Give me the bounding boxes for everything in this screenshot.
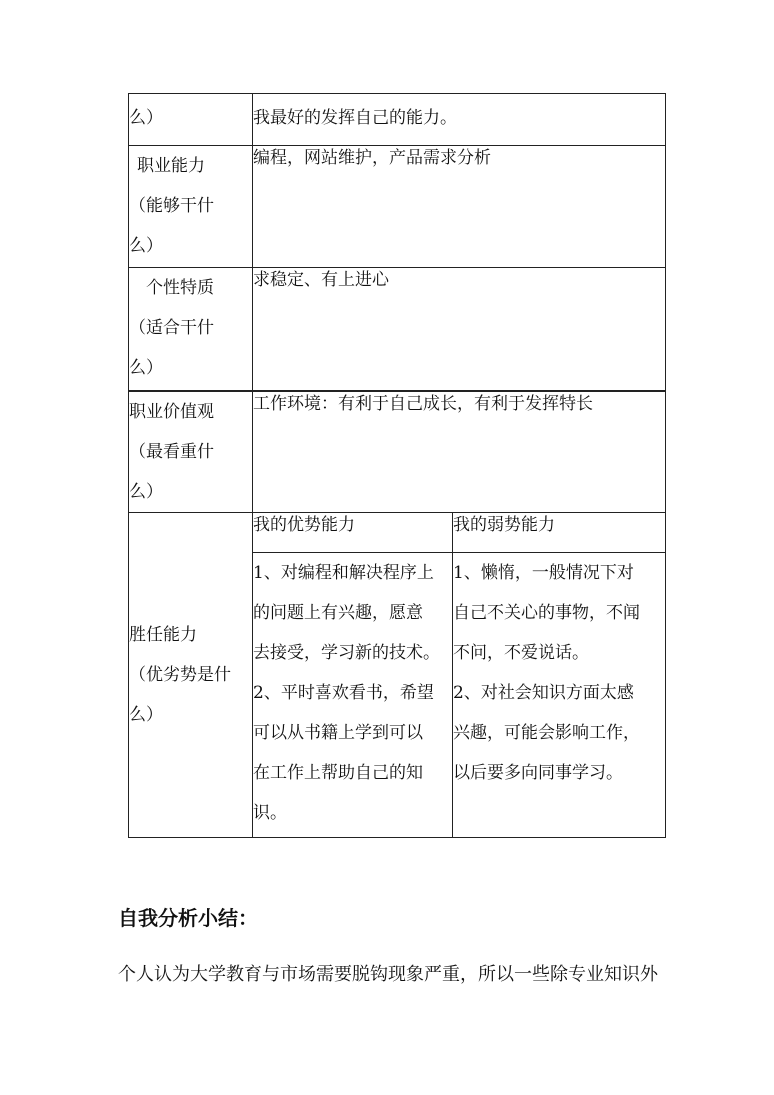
row-label-line: 么） xyxy=(129,358,163,378)
weaknesses-line: 自己不关心的事物，不闻 xyxy=(453,603,640,623)
table-row xyxy=(129,391,666,513)
strengths-line: 识。 xyxy=(253,803,287,823)
personality-value: 求稳定、有上进心 xyxy=(253,268,666,391)
row-value: 我最好的发挥自己的能力。 xyxy=(253,94,666,146)
row-label-career-values xyxy=(129,391,253,513)
strengths-line: 去接受，学习新的技术。 xyxy=(253,643,440,663)
strengths-cell xyxy=(253,553,453,838)
weaknesses-cell xyxy=(453,553,666,838)
table-row xyxy=(129,94,666,146)
weaknesses-line: 1、懒惰，一般情况下对 xyxy=(453,563,634,583)
row-label-line: （优劣势是什 xyxy=(129,665,231,685)
table-row xyxy=(129,268,666,391)
weaknesses-line: 兴趣，可能会影响工作， xyxy=(453,723,640,743)
row-label xyxy=(129,94,253,146)
row-label-line: 么） xyxy=(129,705,163,725)
strengths-line: 可以从书籍上学到可以 xyxy=(253,723,423,743)
row-label-line: （能够干什 xyxy=(129,196,214,216)
weaknesses-header: 我的弱势能力 xyxy=(453,513,666,553)
weaknesses-line: 以后要多向同事学习。 xyxy=(453,763,623,783)
strengths-line: 的问题上有兴趣，愿意 xyxy=(253,603,423,623)
self-analysis-table xyxy=(128,93,666,838)
row-label-personality xyxy=(129,268,253,391)
career-ability-value: 编程，网站维护，产品需求分析 xyxy=(253,146,666,268)
row-label-competence xyxy=(129,513,253,838)
row-label-line: （最看重什 xyxy=(129,441,214,462)
weaknesses-line: 2、对社会知识方面太感 xyxy=(453,683,634,703)
career-values-value: 工作环境：有利于自己成长，有利于发挥特长 xyxy=(253,391,666,513)
table-row xyxy=(129,146,666,268)
weaknesses-line: 不问，不爱说话。 xyxy=(453,643,589,663)
row-label-line: 么） xyxy=(129,108,163,128)
row-label-line: 么） xyxy=(129,236,163,256)
row-label-line: 职业能力 xyxy=(137,156,205,176)
row-label-line: 么） xyxy=(129,481,163,502)
strengths-line: 1、对编程和解决程序上 xyxy=(253,563,434,583)
summary-text: 个人认为大学教育与市场需要脱钩现象严重，所以一些除专业知识外 xyxy=(118,964,658,985)
row-label-line: 个性特质 xyxy=(146,278,214,298)
strengths-line: 在工作上帮助自己的知 xyxy=(253,763,423,783)
strengths-header: 我的优势能力 xyxy=(253,513,453,553)
row-label-career-ability xyxy=(129,146,253,268)
summary-title: 自我分析小结： xyxy=(118,906,258,930)
table-row xyxy=(129,513,666,553)
row-label-line: 胜任能力 xyxy=(129,625,197,645)
strengths-line: 2、平时喜欢看书，希望 xyxy=(253,683,434,703)
row-label-line: （适合干什 xyxy=(129,318,214,338)
row-label-line: 职业价值观 xyxy=(129,401,214,422)
